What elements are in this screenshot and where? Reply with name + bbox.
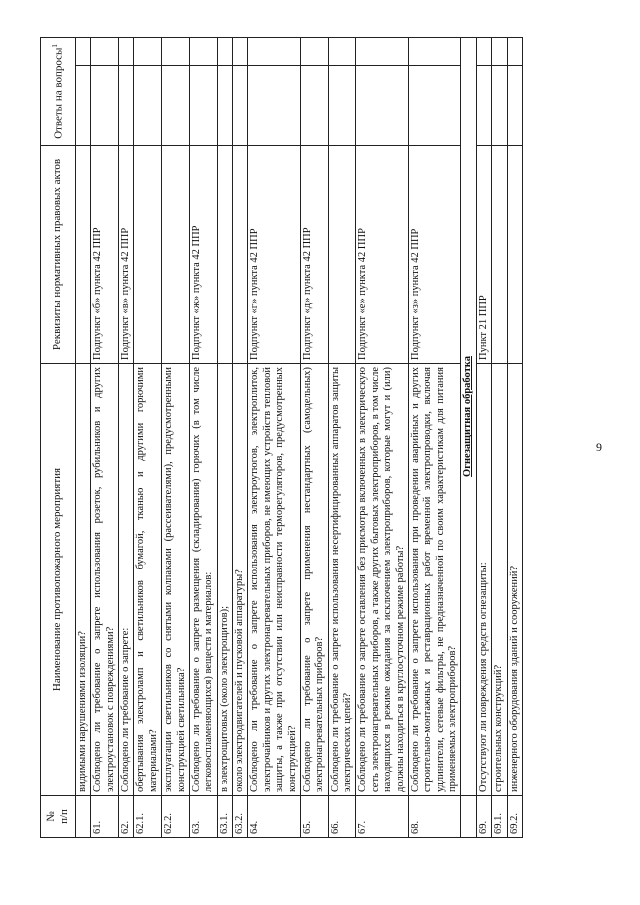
- table-row: [189, 37, 217, 837]
- row-requisites: Подпункт «ж» пункта 42 ППР: [189, 146, 217, 364]
- row-number: 65.: [300, 796, 328, 838]
- row-measure: около электродвигателей и пусковой аппаратуры?: [233, 364, 248, 796]
- row-number: 69.2.: [507, 796, 522, 838]
- row-answer[interactable]: [492, 66, 507, 146]
- row-answer[interactable]: [233, 66, 248, 146]
- row-extra[interactable]: [408, 37, 461, 65]
- header-num: № п/п: [41, 796, 76, 838]
- table-row: [248, 37, 301, 837]
- row-answer[interactable]: [189, 66, 217, 146]
- row-number: 63.2.: [233, 796, 248, 838]
- row-measure: Соблюдено ли требование о запрете оставления без присмотра включенных в электрическую сеть электронагревательных приборов, а также других бытовых электроприборов, в том числе находящихся в режиме ожидания за исключением электроприборов, которые могут и (или) должны находиться в круглосуточном режиме работы?: [356, 364, 409, 796]
- table-row: [356, 37, 409, 837]
- row-answer[interactable]: [91, 66, 119, 146]
- row-extra[interactable]: [91, 37, 119, 65]
- table-row: [162, 37, 190, 837]
- row-extra[interactable]: [492, 37, 507, 65]
- row-measure: Соблюдено ли требование о запрете использования при проведении аварийных и других строительно-монтажных и реставрационных работ временной электропроводки, включая удлинители, сетевые фильтры, не предназначенной по своим характеристикам для питания применяемых электроприборов?: [408, 364, 461, 796]
- row-answer[interactable]: [476, 66, 491, 146]
- table-row: [507, 37, 522, 837]
- row-extra[interactable]: [476, 37, 491, 65]
- table-row: [233, 37, 248, 837]
- table-row: [328, 37, 356, 837]
- row-measure: Соблюдено ли требование о запрете размещения (складирования) горючих (в том числе легковоспламеняющихся) веществ и материалов:: [189, 364, 217, 796]
- row-requisites: Подпункт «г» пункта 42 ППР: [248, 146, 301, 364]
- row-answer[interactable]: [217, 66, 232, 146]
- row-number: 69.: [476, 796, 491, 838]
- header-answers-label: Ответы на вопросы: [52, 47, 65, 139]
- rotated-table-container: [40, 38, 620, 838]
- row-requisites: Подпункт «е» пункта 42 ППР: [356, 146, 409, 364]
- row-number: 62.2.: [162, 796, 190, 838]
- row-number: 64.: [248, 796, 301, 838]
- row-number: 69.1.: [492, 796, 507, 838]
- row-measure: видимыми нарушениями изоляции?: [75, 364, 90, 796]
- row-number: 62.: [119, 796, 134, 838]
- table-row: [476, 37, 491, 837]
- row-requisites: Подпункт «в» пункта 42 ППР: [119, 146, 134, 364]
- row-number: 62.1.: [134, 796, 162, 838]
- row-measure: Соблюдено ли требование о запрете использования розеток, рубильников и других электроустановок с повреждениями?: [91, 364, 119, 796]
- row-measure: инженерного оборудования зданий и сооружений?: [507, 364, 522, 796]
- row-extra[interactable]: [75, 37, 90, 65]
- row-extra[interactable]: [300, 37, 328, 65]
- row-answer[interactable]: [248, 66, 301, 146]
- row-requisites: [217, 146, 232, 364]
- table-row: [408, 37, 461, 837]
- row-requisites: [492, 146, 507, 364]
- table-body: [75, 37, 461, 837]
- row-measure: Соблюдено ли требование о запрете применения нестандартных (самодельных) электронагревательных приборов?: [300, 364, 328, 796]
- row-requisites: Подпункт «з» пункта 42 ППР: [408, 146, 461, 364]
- row-extra[interactable]: [217, 37, 232, 65]
- footnote-marker: 1: [50, 44, 59, 48]
- table-row: [75, 37, 90, 837]
- row-extra[interactable]: [162, 37, 190, 65]
- row-extra[interactable]: [233, 37, 248, 65]
- row-requisites: Подпункт «д» пункта 42 ППР: [300, 146, 328, 364]
- row-extra[interactable]: [248, 37, 301, 65]
- table-row: [217, 37, 232, 837]
- header-answers: [41, 37, 76, 145]
- header-name: Наименование противопожарного мероприятия: [41, 364, 76, 796]
- table-row: [119, 37, 134, 837]
- row-extra[interactable]: [134, 37, 162, 65]
- row-measure: в электрощитовых (около электрощитов);: [217, 364, 232, 796]
- row-measure: Отсутствуют ли повреждения средств огнезащиты:: [476, 364, 491, 796]
- row-requisites: [233, 146, 248, 364]
- row-number: 68.: [408, 796, 461, 838]
- row-answer[interactable]: [119, 66, 134, 146]
- row-requisites: Подпункт «б» пункта 42 ППР: [91, 146, 119, 364]
- row-answer[interactable]: [408, 66, 461, 146]
- row-measure: Соблюдено ли требование о запрете использования несертифицированных аппаратов защиты электрических цепей?: [328, 364, 356, 796]
- table-row: [300, 37, 328, 837]
- row-answer[interactable]: [328, 66, 356, 146]
- row-number: 67.: [356, 796, 409, 838]
- row-measure: Соблюдено ли требование о запрете использования электроутюгов, электроплиток, электрочайников и других электронагревательных приборов, не имеющих устройств тепловой защиты, а также при отсутствии или неисправности терморегуляторов, предусмотренных конструкцией?: [248, 364, 301, 796]
- table-row: [492, 37, 507, 837]
- row-requisites: [75, 146, 90, 364]
- row-requisites: [134, 146, 162, 364]
- section-row: [461, 37, 476, 837]
- row-measure: строительных конструкций?: [492, 364, 507, 796]
- checklist-table: [40, 37, 523, 838]
- row-answer[interactable]: [356, 66, 409, 146]
- row-answer[interactable]: [75, 66, 90, 146]
- table-header-row: [41, 37, 76, 837]
- row-extra[interactable]: [507, 37, 522, 65]
- row-answer[interactable]: [134, 66, 162, 146]
- row-number: 61.: [91, 796, 119, 838]
- row-requisites: [328, 146, 356, 364]
- row-extra[interactable]: [328, 37, 356, 65]
- table-body-2: [476, 37, 522, 837]
- row-requisites: [162, 146, 190, 364]
- page-number: 9: [596, 440, 602, 454]
- row-number: 63.: [189, 796, 217, 838]
- row-answer[interactable]: [300, 66, 328, 146]
- table-row: [91, 37, 119, 837]
- row-number: 63.1.: [217, 796, 232, 838]
- row-measure: Соблюдено ли требование о запрете:: [119, 364, 134, 796]
- row-measure: обертывания электроламп и светильников бумагой, тканью и другими горючими материалами?: [134, 364, 162, 796]
- row-extra[interactable]: [189, 37, 217, 65]
- row-answer[interactable]: [507, 66, 522, 146]
- row-number: 66.: [328, 796, 356, 838]
- section-title: Огнезащитная обработка: [461, 37, 476, 795]
- header-requisites: Реквизиты нормативных правовых актов: [41, 146, 76, 364]
- row-answer[interactable]: [162, 66, 190, 146]
- row-number: [75, 796, 90, 838]
- row-measure: эксплуатации светильников со снятыми колпаками (рассеивателями), предусмотренными конструкцией светильника?: [162, 364, 190, 796]
- row-requisites: Пункт 21 ППР: [476, 146, 491, 364]
- row-extra[interactable]: [356, 37, 409, 65]
- row-extra[interactable]: [119, 37, 134, 65]
- row-requisites: [507, 146, 522, 364]
- table-row: [134, 37, 162, 837]
